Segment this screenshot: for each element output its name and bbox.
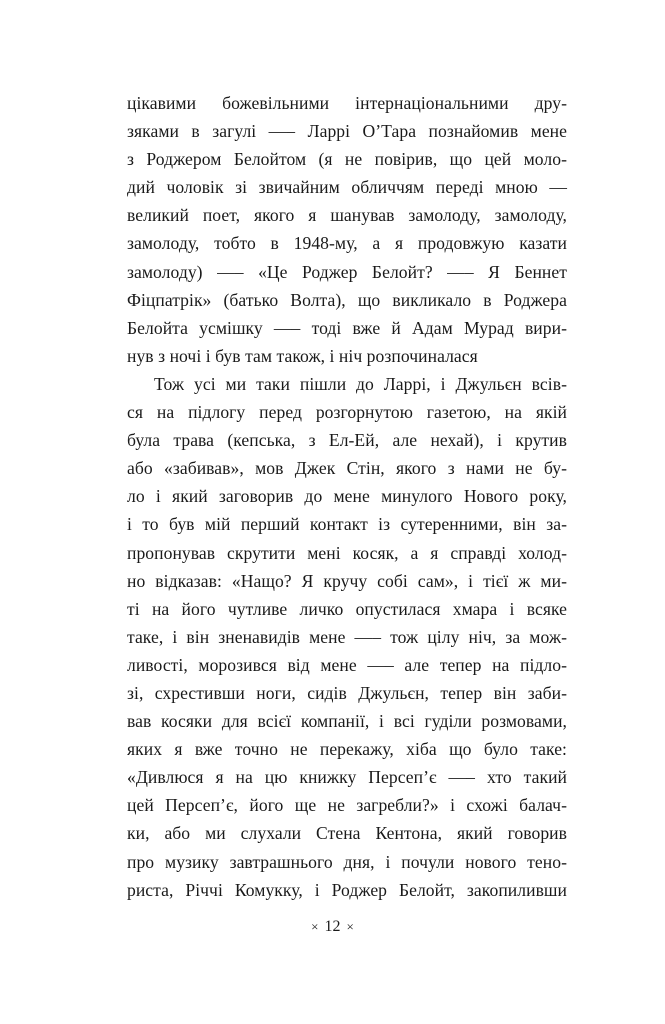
text-line: або «забивав», мов Джек Стін, якого з нами не бу- — [127, 458, 567, 479]
text-line: дий чоловік зі звичайним обличчям переді мною — — [127, 177, 567, 198]
text-line: зяками в загулі —– Ларрі О’Тара познайомив мене — [127, 121, 567, 142]
text-line: цей Персеп’є, його ще не загребли?» і схожі балач- — [127, 795, 567, 816]
text-line: Тож усі ми таки пішли до Ларрі, і Джульєн всів- — [154, 373, 567, 394]
text-line: риста, Річчі Комукку, і Роджер Белойт, закопиливши — [127, 879, 567, 900]
text-line: про музику завтрашнього дня, і почули нового тено- — [127, 851, 567, 872]
text-line: була трава (кепська, з Ел-Ей, але нехай), і крутив — [127, 430, 567, 451]
text-line: яких я вже точно не перекажу, хіба що було таке: — [127, 739, 567, 760]
text-line: зі, схрестивши ноги, сидів Джульєн, тепер він заби- — [127, 682, 567, 703]
text-line: но відказав: «Нащо? Я кручу собі сам», і тієї ж ми- — [127, 570, 567, 591]
text-line: пропонував скрутити мені косяк, а я справді холод- — [127, 542, 567, 563]
folio-left-ornament: × — [311, 919, 319, 934]
text-line: великий поет, якого я шанував замолоду, замолоду, — [127, 205, 567, 226]
page-number — [0, 916, 665, 938]
text-line: нув з ночі і був там також, і ніч розпочиналася — [127, 345, 478, 366]
body-text — [127, 89, 567, 904]
text-line: ло і який заговорив до мене минулого Нового року, — [127, 486, 567, 507]
text-line: замолоду) —– «Це Роджер Белойт? —– Я Беннет — [127, 261, 567, 282]
text-line: Белойта усмішку —– тоді вже й Адам Мурад вири- — [127, 317, 567, 338]
text-line: замолоду, тобто в 1948-му, а я продовжую казати — [127, 233, 567, 254]
text-line: «Дивлюся я на цю книжку Персеп’є —– хто такий — [127, 767, 567, 788]
text-line: ки, або ми слухали Стена Кентона, який говорив — [127, 823, 567, 844]
folio-right-ornament: × — [346, 919, 354, 934]
text-line: ті на його чутливе личко опустилася хмара і всяке — [127, 598, 567, 619]
text-line: таке, і він зненавидів мене —– тож цілу ніч, за мож- — [127, 626, 567, 647]
text-line: вав косяки для всієї компанії, і всі гуділи розмовами, — [127, 711, 567, 732]
folio-number: 12 — [324, 918, 341, 935]
text-line: цікавими божевільними інтернаціональними дру- — [127, 93, 567, 113]
text-line: ливості, морозився від мене —– але тепер на підло- — [127, 654, 567, 675]
text-line: і то був мій перший контакт із сутеренними, він за- — [127, 514, 567, 535]
text-line: Фіцпатрік» (батько Волта), що викликало в Роджера — [127, 289, 567, 310]
text-line: з Роджером Белойтом (я не повірив, що цей моло- — [127, 149, 567, 170]
text-line: ся на підлогу перед розгорнутою газетою, на якій — [127, 402, 567, 423]
